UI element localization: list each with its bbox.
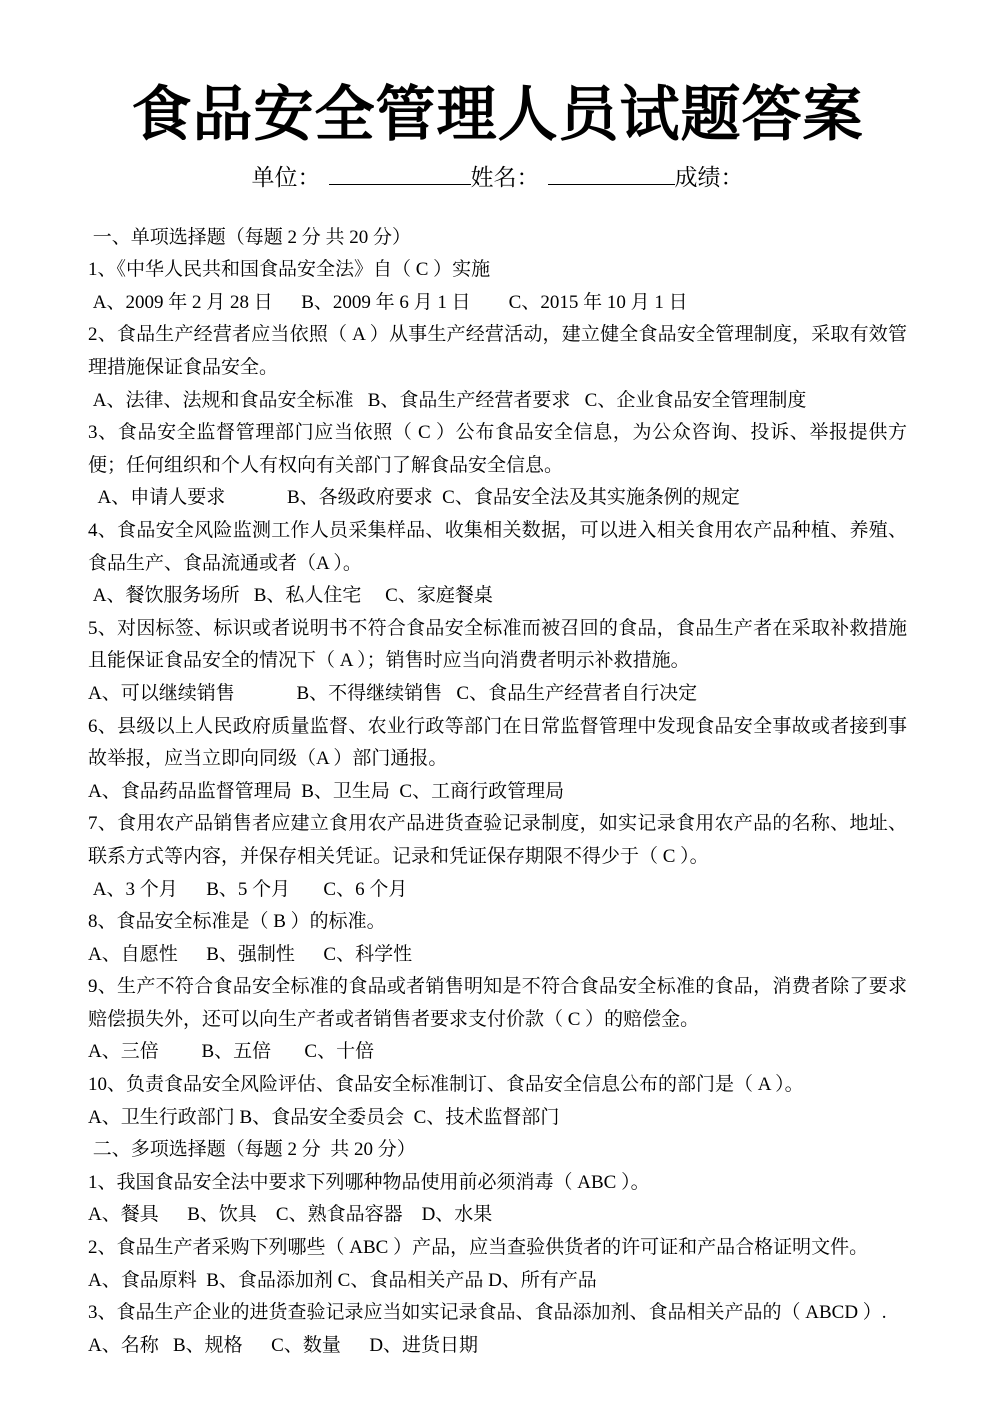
- section-1-question-7-text: 7、食用农产品销售者应建立食用农产品进货查验记录制度，如实记录食用农产品的名称、地址、联系方式等内容，并保存相关凭证。记录和凭证保存期限不得少于（ C ）。: [88, 813, 907, 867]
- unit-label: 单位：: [251, 165, 321, 191]
- score-label: 成绩：: [674, 165, 744, 191]
- section-1-question-10-text: 10、负责食品安全风险评估、食品安全标准制订、食品安全信息公布的部门是（ A ）。: [88, 1074, 804, 1096]
- name-blank-field: [548, 160, 675, 185]
- document-body: [88, 222, 907, 1363]
- section-2-question-3-text: 3、食品生产企业的进货查验记录应当如实记录食品、食品添加剂、食品相关产品的（ ABCD ）.: [88, 1302, 887, 1324]
- section-1-question-8-text: 8、食品安全标准是（ B ）的标准。: [88, 911, 386, 933]
- section-1-question-1-text: 1、《中华人民共和国食品安全法》自（ C ）实施: [88, 259, 491, 281]
- unit-blank-field: [329, 160, 471, 185]
- section-1-question-6-options: A、食品药品监督管理局 B、卫生局 C、工商行政管理局: [88, 780, 565, 802]
- section-1-question-4-options: A、餐饮服务场所 B、私人住宅 C、家庭餐桌: [88, 585, 493, 607]
- document-title: 食品安全管理人员试题答案: [131, 82, 864, 148]
- section-1-question-5-options: A、可以继续销售 B、不得继续销售 C、食品生产经营者自行决定: [88, 682, 698, 704]
- section-1-question-8-options: A、自愿性 B、强制性 C、科学性: [88, 943, 413, 965]
- section-1-question-3-text: 3、食品安全监督管理部门应当依照（ C ）公布食品安全信息，为公众咨询、投诉、举报提供方便；任何组织和个人有权向有关部门了解食品安全信息。: [88, 422, 907, 476]
- section-1-question-4-text: 4、食品安全风险监测工作人员采集样品、收集相关数据，可以进入相关食用农产品种植、养殖、食品生产、食品流通或者（A ）。: [88, 519, 907, 574]
- header-fields-row: [88, 160, 907, 196]
- section-1-question-2-options: A、法律、法规和食品安全标准 B、食品生产经营者要求 C、企业食品安全管理制度: [88, 389, 807, 411]
- section-2-heading: 二、多项选择题（每题 2 分 共 20 分）: [88, 1139, 416, 1161]
- section-1-question-1-options: A、2009 年 2 月 28 日 B、2009 年 6 月 1 日 C、2015 年 10 月 1 日: [88, 291, 688, 313]
- section-1-question-3-options: A、申请人要求 B、各级政府要求 C、食品安全法及其实施条例的规定: [88, 487, 740, 509]
- section-1-question-9-text: 9、生产不符合食品安全标准的食品或者销售明知是不符合食品安全标准的食品，消费者除了要求赔偿损失外，还可以向生产者或者销售者要求支付价款（ C ）的赔偿金。: [88, 976, 907, 1030]
- section-1-question-6-text: 6、县级以上人民政府质量监督、农业行政等部门在日常监督管理中发现食品安全事故或者接到事故举报，应当立即向同级（A ）部门通报。: [88, 715, 907, 770]
- section-1-question-7-options: A、3 个月 B、5 个月 C、6 个月: [88, 878, 408, 900]
- section-1-question-9-options: A、三倍 B、五倍 C、十倍: [88, 1041, 375, 1063]
- section-1-question-2-text: 2、食品生产经营者应当依照（ A ）从事生产经营活动，建立健全食品安全管理制度，采取有效管理措施保证食品安全。: [88, 324, 907, 379]
- section-2-question-1-text: 1、我国食品安全法中要求下列哪种物品使用前必须消毒（ ABC ）。: [88, 1171, 650, 1193]
- section-2-question-3-options: A、名称 B、规格 C、数量 D、进货日期: [88, 1334, 479, 1356]
- section-1-heading: 一、单项选择题（每题 2 分 共 20 分）: [88, 226, 412, 248]
- section-1-question-10-options: A、卫生行政部门 B、食品安全委员会 C、技术监督部门: [88, 1106, 560, 1128]
- section-2-question-1-options: A、餐具 B、饮具 C、熟食品容器 D、水果: [88, 1204, 493, 1226]
- name-label: 姓名：: [470, 165, 540, 191]
- section-2-question-2-options: A、食品原料 B、食品添加剂 C、食品相关产品 D、所有产品: [88, 1269, 597, 1291]
- section-2-question-2-text: 2、食品生产者采购下列哪些（ ABC ）产品，应当查验供货者的许可证和产品合格证明文件。: [88, 1237, 869, 1259]
- section-1-question-5-text: 5、对因标签、标识或者说明书不符合食品安全标准而被召回的食品，食品生产者在采取补救措施且能保证食品安全的情况下（ A ）；销售时应当向消费者明示补救措施。: [88, 617, 907, 672]
